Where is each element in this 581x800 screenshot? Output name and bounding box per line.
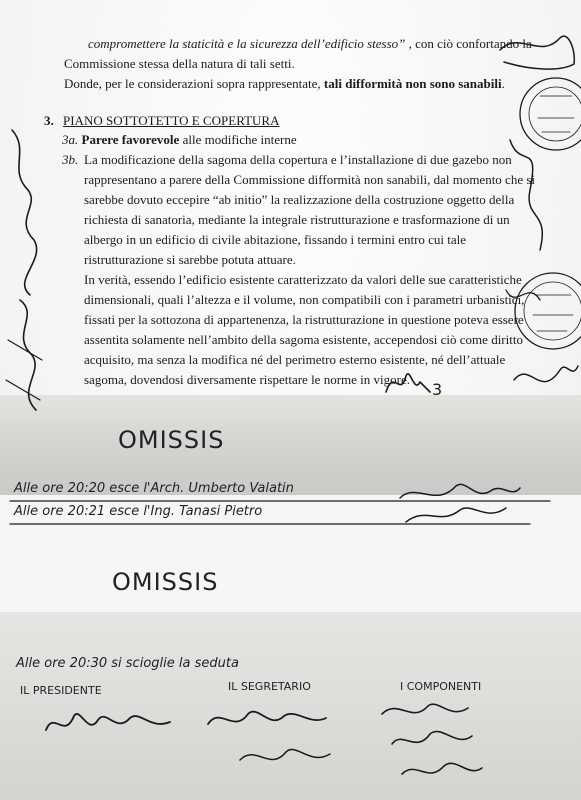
body-line: La modificazione della sagoma della copertura e l’installazione di due gazebo non <box>84 152 512 167</box>
section-heading: 3. PIANO SOTTOTETTO E COPERTURA <box>44 113 280 128</box>
body-line: sarebbe dovuto eccepire “ab initio” la realizzazione della costruzione oggetto della <box>84 192 515 207</box>
president-label: IL PRESIDENTE <box>20 684 102 697</box>
secretary-label: IL SEGRETARIO <box>228 680 311 693</box>
initials-mark <box>380 362 443 402</box>
body-line: rappresentano a parere della Commissione difformità non sanabili, dal momento che si <box>84 172 536 187</box>
paragraph-line: Commissione stessa della natura di tali setti. <box>64 56 295 71</box>
handwritten-omissis: OMISSIS <box>112 568 219 596</box>
body-line: sagoma, dovendosi diversamente rispettare le norme in vigore. <box>84 372 410 387</box>
body-line: In verità, essendo l’edificio esistente caratterizzato da valori delle sue caratteristiche <box>84 272 522 287</box>
members-signatures <box>372 694 492 794</box>
handwritten-note: Alle ore 20:30 si scioglie la seduta <box>16 656 239 671</box>
margin-signature <box>0 110 60 430</box>
handwritten-note: Alle ore 20:21 esce l'Ing. Tanasi Pietro <box>14 504 263 519</box>
body-line: dimensionali, quali l’altezza e il volume, non compatibili con i parametri urbanistici, <box>84 292 525 307</box>
margin-signature <box>500 130 581 400</box>
body-line: richiesta di sanatoria, mediante la integrale ristrutturazione e trasformazione di un <box>84 212 510 227</box>
secretary-signature <box>200 700 350 780</box>
signature <box>396 478 526 528</box>
page-number: 3 <box>432 380 443 399</box>
members-label: I COMPONENTI <box>400 680 482 693</box>
body-line: albergo in un edificio di civile abitazione, fissando i termini entro cui tale <box>84 232 467 247</box>
body-line: acquisito, ma senza la modifica né del perimetro esterno esistente, né dell’attuale <box>84 352 506 367</box>
paragraph-line: Donde, per le considerazioni sopra rappresentate, tali difformità non sono sanabili. <box>64 76 505 91</box>
handwritten-omissis: OMISSIS <box>118 426 225 454</box>
item-3b-label: 3b. <box>62 152 79 167</box>
paragraph-line: compromettere la staticità e la sicurezza dell’edificio stesso” , con ciò confortando la <box>88 36 532 51</box>
margin-signature <box>490 20 581 80</box>
president-signature <box>40 700 180 750</box>
body-line: fissati per la sottozona di appartenenza, la ristrutturazione in questione poteva essere <box>84 312 524 327</box>
body-line: assentita solamente nell’ambito della sagoma esistente, accependosi ciò come diritto <box>84 332 523 347</box>
handwritten-note: Alle ore 20:20 esce l'Arch. Umberto Valatin <box>14 481 294 496</box>
item-3a: 3a. Parere favorevole alle modifiche interne <box>62 132 297 147</box>
body-line: ristrutturazione si sarebbe potuta attuare. <box>84 252 296 267</box>
